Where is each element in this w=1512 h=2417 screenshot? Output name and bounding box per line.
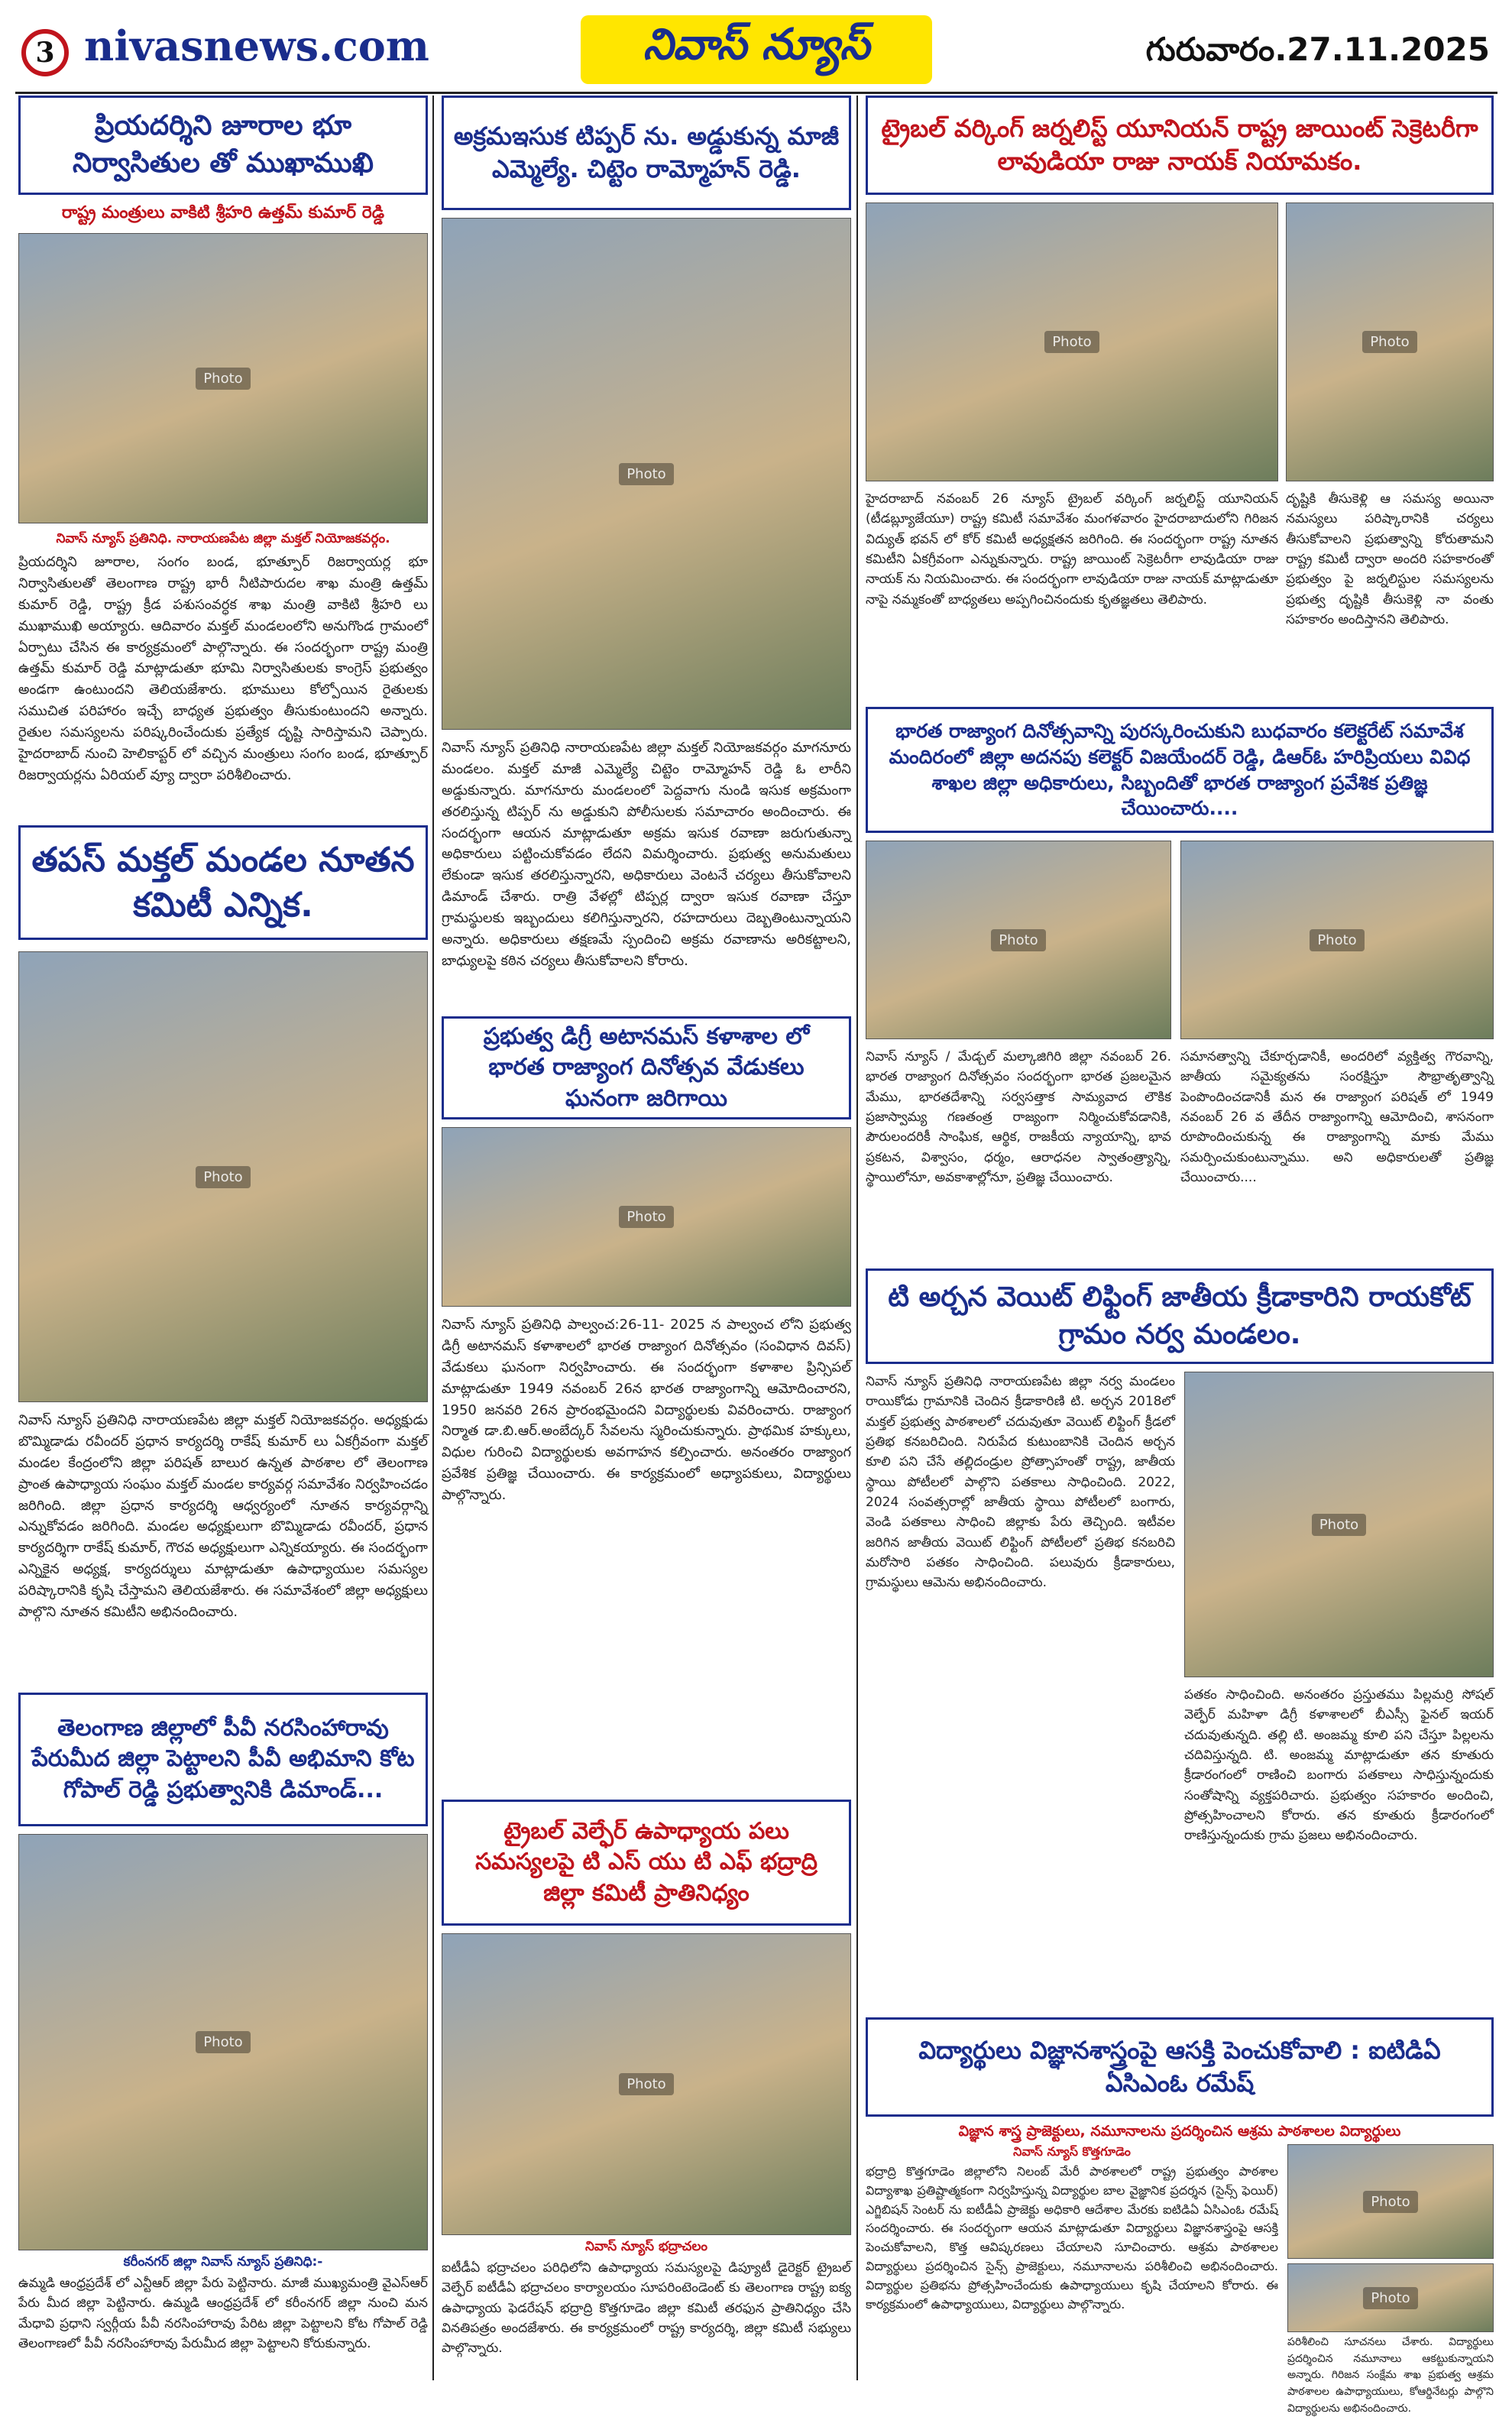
column-divider: [856, 96, 858, 2380]
col1-story3-dateline: కరీంనగర్ జిల్లా నివాస్ న్యూస్ ప్రతినిధి:-: [123, 2254, 323, 2270]
col3-story3-body-left: నివాస్ న్యూస్ ప్రతినిధి నారాయణపేట జిల్లా నర్వ మండలం రాయికోడు గ్రామానికి చెందిన క్రీడాకారిణి టి. అర్చన 2018లో మక్తల్ ప్రభుత్వ పాఠశాలలో చదువుతూ వెయిట్ లిఫ్టింగ్ క్రీడలో ప్రతిభ కనబరిచింది. నిరుపేద కుటుంబానికి చెందిన అర్చన కూలి పని చేసే తల్లిదండ్రుల ప్రోత్సాహంతో రాష్ట్ర, జాతీయ స్థాయి పోటీలలో పాల్గొని పతకాలు సాధించింది. 2022, 2024 సంవత్సరాల్లో జాతీయ స్థాయి పోటీలలో బంగారు, వెండి పతకాలు సాధించి జిల్లాకు పేరు తెచ్చింది. ఇటీవల జరిగిన జాతీయ వెయిట్ లిఫ్టింగ్ పోటీలలో ప్రతిభ కనబరిచి మరోసారి పతకం సాధించింది. పలువురు క్రీడాకారులు, గ్రామస్థులు ఆమెను అభినందించారు.: [866, 1374, 1175, 1591]
col3-story3-headline: టి అర్చన వెయిట్ లిఫ్టింగ్ జాతీయ క్రీడాకారిని రాయకోట్ గ్రామం నర్వ మండలం.: [866, 1268, 1494, 1364]
col3-story4-headline: విద్యార్థులు విజ్ఞానశాస్త్రంపై ఆసక్తి పెంచుకోవాలి : ఐటిడిఏ ఏసిఎంఓ రమేష్: [866, 2017, 1494, 2117]
col3-story4-body-right: పరిశీలించి సూచనలు చేశారు. విద్యార్థులు ప్రదర్శించిన నమూనాలు ఆకట్టుకున్నాయని అన్నారు. గిరిజన సంక్షేమ శాఖ ప్రభుత్వ ఆశ్రమ పాఠశాలల ఉపాధ్యాయులు, కోఆర్డినేటర్లు పాల్గొని విద్యార్థులను అభినందించారు.: [1287, 2336, 1494, 2415]
col2-story3-dateline: నివాస్ న్యూస్ భద్రాచలం: [584, 2239, 708, 2254]
col1-story2-headline: తపస్ మక్తల్ మండల నూతన కమిటీ ఎన్నిక.: [18, 825, 428, 940]
masthead: [0, 0, 1512, 99]
col1-story1-subhead: రాష్ట్ర మంత్రులు వాకిటి శ్రీహరి ఉత్తమ్ కుమార్ రెడ్డి: [61, 203, 385, 222]
col1-story1-dateline: నివాస్ న్యూస్ ప్రతినిధి. నారాయణపేట జిల్లా మక్తల్ నియోజకవర్గం.: [56, 531, 390, 546]
col2-story2-body: నివాస్ న్యూస్ ప్రతినిధి పాల్వంచ:26-11- 2025 న పాల్వంచ లోని ప్రభుత్వ డిగ్రీ అటానమస్ కళాశాలలో భారత రాజ్యాంగ దినోత్సవం (సంవిధాన దివస్) వేడుకలు ఘనంగా నిర్వహించారు. ఈ సందర్భంగా కళాశాల ప్రిన్సిపల్ మాట్లాడుతూ 1949 నవంబర్ 26న భారత రాజ్యాంగాన్ని ఆమోదించారని, 1950 జనవరి 26న ప్రారంభమైందని విద్యార్థులకు వివరించారు. రాజ్యాంగ నిర్మాత డా.బి.ఆర్.అంబేద్కర్ సేవలను స్మరించుకున్నారు. ప్రాథమిక హక్కులు, విధుల గురించి విద్యార్థులకు అవగాహన కల్పించారు. అనంతరం రాజ్యాంగ ప్రవేశిక ప్రతిజ్ఞ చేయించారు. ఈ కార్యక్రమంలో అధ్యాపకులు, విద్యార్థులు పాల్గొన్నారు.: [442, 1317, 851, 1504]
col1-story1-body: ప్రియదర్శిని జూరాల, సంగం బండ, భూత్పూర్ రిజర్వాయర్ల భూ నిర్వాసితులతో తెలంగాణ రాష్ట్ర భారీ నీటిపారుదల శాఖ మంత్రి ఉత్తమ్ కుమార్ రెడ్డి, రాష్ట్ర క్రీడ పశుసంవర్ధక శాఖ మంత్రి వాకిటి శ్రీహరి లు ముఖాముఖి అయ్యారు. ఆదివారం మక్తల్ మండలంలోని అనుగొండ గ్రామంలో ఏర్పాటు చేసిన ఈ కార్యక్రమంలో పాల్గొన్నారు. ఈ సందర్భంగా రాష్ట్ర మంత్రి ఉత్తమ్ కుమార్ రెడ్డి మాట్లాడుతూ భూమి నిర్వాసితులకు కాంగ్రెస్ ప్రభుత్వం అండగా ఉంటుందని తెలియజేశారు. భూములు కోల్పోయిన రైతులకు సముచిత పరిహారం ఇచ్చే బాధ్యత ప్రభుత్వం తీసుకుంటుందని అన్నారు. రైతుల సమస్యలను పరిష్కరించేందుకు ప్రత్యేక దృష్టి సారిస్తామని చెప్పారు. హైదరాబాద్ నుంచి హెలికాప్టర్ లో వచ్చిన మంత్రులు సంగం బండ, భూత్పూర్ రిజర్వాయర్లను ఏరియల్ వ్యూ ద్వారా పరిశీలించారు.: [18, 554, 428, 783]
col3-story1-photo-right: Photo: [1286, 202, 1494, 481]
col3-story1-body-left: హైదరాబాద్ నవంబర్ 26 న్యూస్ ట్రైబల్ వర్కింగ్ జర్నలిస్ట్ యూనియన్ (టీడబ్ల్యూజేయూ) రాష్ట్ర కమిటీ సమావేశం మంగళవారం హైదరాబాదులోని గిరిజన విద్యుత్ భవన్ లో కోర్ కమిటీ అధ్యక్షతన జరిగింది. ఈ సందర్భంగా రాష్ట్ర నూతన కమిటీని ఏకగ్రీవంగా ఎన్నుకున్నారు. రాష్ట్ర జాయింట్ సెక్రెటరీగా లావుడియా రాజు నాయక్ ను నియమించారు. ఈ సందర్భంగా లావుడియా రాజు నాయక్ మాట్లాడుతూ నాపై నమ్మకంతో బాధ్యతలు అప్పగించినందుకు కృతజ్ఞతలు తెలిపారు.: [866, 491, 1278, 607]
col2-story1-headline: అక్రమఇసుక టిప్పర్ ను. అడ్డుకున్న మాజీ ఎమ్మెల్యే. చిట్టెం రామ్మోహన్ రెడ్డి.: [442, 96, 851, 210]
col3-story1-photo-left: Photo: [866, 202, 1278, 481]
col3-story2-photo-right: Photo: [1180, 841, 1494, 1039]
col2-story2-photo: Photo: [442, 1127, 851, 1307]
col2-story3-photo: Photo: [442, 1933, 851, 2235]
col1-story2-body: నివాస్ న్యూస్ ప్రతినిధి నారాయణపేట జిల్లా మక్తల్ నియోజకవర్గం. అధ్యక్షుడు బొమ్మిడాడు రవీందర్ ప్రధాన కార్యదర్శి రాకేష్ కుమార్ లు ఏకగ్రీవంగా మక్తల్ మండల కేంద్రంలోని జిల్లా పరిషత్ బాలుర ఉన్నత పాఠశాల లో తెలంగాణ ప్రాంత ఉపాధ్యాయ సంఘం మక్తల్ మండల కార్యవర్గ సమావేశం నిర్వహించడం జరిగింది. జిల్లా ప్రధాన కార్యదర్శి ఆధ్వర్యంలో నూతన కార్యవర్గాన్ని ఎన్నుకోవడం జరిగింది. మండల అధ్యక్షులుగా బొమ్మిడాడు రవీందర్, ప్రధాన కార్యదర్శిగా రాకేష్ కుమార్, గౌరవ అధ్యక్షులుగా ఎన్నికయ్యారు. ఈ సందర్భంగా ఎన్నికైన అధ్యక్ష, కార్యదర్శులు మాట్లాడుతూ ఉపాధ్యాయుల సమస్యల పరిష్కారానికి కృషి చేస్తామని తెలియజేశారు. ఈ సమావేశంలో జిల్లా అధ్యక్షులు పాల్గొని నూతన కమిటీని అభినందించారు.: [18, 1412, 428, 1621]
column-divider: [432, 96, 434, 2380]
col3-story3-body-right: పతకం సాధించింది. అనంతరం ప్రస్తుతము పిల్లమర్రి సోషల్ వెల్ఫేర్ మహిళా డిగ్రీ కళాశాలలో బీఎస్సీ ఫైనల్ ఇయర్ చదువుతున్నది. తల్లి టి. అంజమ్మ కూలి పని చేస్తూ పిల్లలను చదివిస్తున్నది. టి. అంజమ్మ మాట్లాడుతూ తన కూతురు క్రీడారంగంలో రాణించి బంగారు పతకాలు సాధిస్తున్నందుకు సంతోషాన్ని వ్యక్తపరిచారు. ప్రభుత్వం సహకారం అందించి, ప్రోత్సహించాలని కోరారు. తన కూతురు క్రీడారంగంలో రాణిస్తున్నందుకు గ్రామ ప్రజలు అభినందించారు.: [1184, 1687, 1494, 1844]
col3-story2-body-right: సమానత్వాన్ని చేకూర్చడానికీ, అందరిలో వ్యక్తిత్వ గౌరవాన్ని, జాతీయ సమైక్యతను సంరక్షిస్తూ సౌభ్రాతృత్వాన్ని పెంపొందించడానికీ మన ఈ రాజ్యాంగ పరిషత్ లో 1949 నవంబర్ 26 వ తేదీన రాజ్యాంగాన్ని ఆమోదించి, శాసనంగా రూపొందించుకున్న ఈ రాజ్యాంగాన్ని మాకు మేము సమర్పించుకుంటున్నాము. అని అధికారులతో ప్రతిజ్ఞ చేయించారు....: [1180, 1049, 1494, 1186]
masthead-rule: [15, 92, 1497, 94]
col2-story3-body: ఐటీడీఏ భద్రాచలం పరిధిలోని ఉపాధ్యాయ సమస్యలపై డిప్యూటీ డైరెక్టర్ ట్రైబల్ వెల్ఫేర్ ఐటీడీఏ భద్రాచలం కార్యాలయం సూపరింటెండెంట్ కు తెలంగాణ రాష్ట్ర ఐక్య ఉపాధ్యాయ ఫెడరేషన్ భద్రాద్రి కొత్తగూడెం జిల్లా కమిటీ తరఫున ప్రాతినిధ్యం చేసి వినతిపత్రం అందజేశారు. ఈ కార్యక్రమంలో రాష్ట్ర కార్యదర్శి, జిల్లా కమిటీ సభ్యులు పాల్గొన్నారు.: [442, 2260, 851, 2357]
col3-story4-photo-bottom: Photo: [1287, 2263, 1494, 2332]
col1-story1-photo: Photo: [18, 233, 428, 523]
col3-story4-body: భద్రాద్రి కొత్తగూడెం జిల్లాలోని నిలంబ్ మేరీ పాఠశాలలో రాష్ట్ర ప్రభుత్వం పాఠశాల విద్యాశాఖ ప్రతిష్టాత్మకంగా నిర్వహిస్తున్న విద్యార్థుల బాల వైజ్ఞానిక ప్రదర్శన (సైన్స్ ఫెయిర్) ఎగ్జిబిషన్ సెంటర్ ను ఐటీడీఏ ప్రాజెక్టు అధికారి ఆదేశాల మేరకు ఐటిడిఏ ఏసిఎంఓ రమేష్ సందర్శించారు. ఈ సందర్భంగా ఆయన మాట్లాడుతూ విద్యార్థులు విజ్ఞానశాస్త్రంపై ఆసక్తి పెంచుకోవాలని, కొత్త ఆవిష్కరణలు చేయాలని సూచించారు. ఆశ్రమ పాఠశాలల విద్యార్థులు ప్రదర్శించిన సైన్స్ ప్రాజెక్టులు, నమూనాలను పరిశీలించి అభినందించారు. విద్యార్థుల ప్రతిభను ప్రోత్సహించేందుకు ఉపాధ్యాయులు కృషి చేయాలని కోరారు. ఈ కార్యక్రమంలో ఉపాధ్యాయులు, విద్యార్థులు పాల్గొన్నారు.: [866, 2164, 1278, 2312]
col2-story1-body: నివాస్ న్యూస్ ప్రతినిధి నారాయణపేట జిల్లా మక్తల్ నియోజకవర్గం మాగనూరు మండలం. మక్తల్ మాజీ ఎమ్మెల్యే చిట్టెం రామ్మోహన్ రెడ్డి ఓ లారీని అడ్డుకున్నారు. మాగనూరు మండలంలో పెద్దవాగు నుండి ఇసుక అక్రమంగా తరలిస్తున్న టిప్పర్ ను అడ్డుకుని పోలీసులకు సమాచారం అందించారు. ఈ సందర్భంగా ఆయన మాట్లాడుతూ అక్రమ ఇసుక రవాణా జరుగుతున్నా అధికారులు పట్టించుకోవడం లేదని విమర్శించారు. ప్రభుత్వ అనుమతులు లేకుండా ఇసుక తరలిస్తున్నారని, అధికారులు వెంటనే చర్యలు తీసుకోవాలని డిమాండ్ చేశారు. రాత్రి వేళల్లో టిప్పర్ల ద్వారా ఇసుక రవాణా చేస్తూ గ్రామస్థులకు ఇబ్బందులు కలిగిస్తున్నారని, రహదారులు దెబ్బతింటున్నాయని అన్నారు. అధికారులు తక్షణమే స్పందించి అక్రమ రవాణాను అరికట్టాలని, బాధ్యులపై కఠిన చర్యలు తీసుకోవాలని కోరారు.: [442, 740, 851, 969]
col1-story3-body: ఉమ్మడి ఆంధ్రప్రదేశ్ లో ఎన్టీఆర్ జిల్లా పేరు పెట్టినారు. మాజీ ముఖ్యమంత్రి వైఎస్ఆర్ పేరు మీద జిల్లా పెట్టినారు. ఉమ్మడి ఆంధ్రప్రదేశ్ లో కరీంనగర్ జిల్లా నుంచి మన మేధావి ప్రధాని స్వర్గీయ పీవీ నరసింహారావు పేరిట జిల్లా పెట్టాలని కోట గోపాల్ రెడ్డి తెలంగాణలో పీవీ నరసింహారావు పేరుమీద జిల్లా పెట్టాలని కోరుకున్నారు.: [18, 2276, 428, 2352]
col1-story1-headline: ప్రియదర్శిని జూరాల భూ నిర్వాసితుల తో ముఖాముఖి: [18, 96, 428, 195]
col3-story2-body-left: నివాస్ న్యూస్ / మేడ్చల్ మల్కాజిగిరి జిల్లా నవంబర్ 26. భారత రాజ్యాంగ దినోత్సవం సందర్భంగా భారత ప్రజలమైన మేము, భారతదేశాన్ని సర్వసత్తాక సామ్యవాద లౌకిక ప్రజాస్వామ్య గణతంత్ర రాజ్యంగా నిర్మించుకోవడానికి, పౌరులందరికీ సాంఘిక, ఆర్థిక, రాజకీయ న్యాయాన్ని, భావ ప్రకటన, విశ్వాసం, ధర్మం, ఆరాధనల స్వాతంత్ర్యాన్ని, స్థాయిలోనూ, అవకాశాల్లోనూ, ప్రతిజ్ఞ చేయించారు.: [866, 1049, 1171, 1186]
issue-date: గురువారం.27.11.2025: [1145, 31, 1490, 68]
col2-story2-headline: ప్రభుత్వ డిగ్రీ అటానమస్ కళాశాల లో భారత రాజ్యాంగ దినోత్సవ వేడుకలు ఘనంగా జరిగాయి: [442, 1016, 851, 1119]
col3-story1-headline: ట్రైబల్ వర్కింగ్ జర్నలిస్ట్ యూనియన్ రాష్ట్ర జాయింట్ సెక్రెటరీగా లావుడియా రాజు నాయక్ నియామకం.: [866, 96, 1494, 195]
page-number-badge: 3: [21, 29, 69, 76]
col3-story3-photo: Photo: [1184, 1372, 1494, 1677]
col1-story3-headline: తెలంగాణ జిల్లాలో పీవీ నరసింహారావు పేరుమీద జిల్లా పెట్టాలని పీవీ అభిమాని కోట గోపాల్ రెడ్డి ప్రభుత్వానికి డిమాండ్...: [18, 1693, 428, 1826]
col2-story1-photo: Photo: [442, 218, 851, 730]
col3-story4-subhead: విజ్ఞాన శాస్త్ర ప్రాజెక్టులు, నమూనాలను ప్రదర్శించిన ఆశ్రమ పాఠశాలల విద్యార్థులు: [958, 2123, 1401, 2140]
col3-story1-body-right: దృష్టికి తీసుకెళ్లి ఆ సమస్య అయినా నమస్యలు పరిష్కారానికి చర్యలు తీసుకోవాలని ప్రభుత్వాన్ని కోరుతామని రాష్ట్ర కమిటీ ద్వారా అందరి సహకారంతో ప్రభుత్వం పై జర్నలిస్టుల సమస్యలను ప్రభుత్వ దృష్టికి తీసుకెళ్లి నా వంతు సహకారం అందిస్తానని తెలిపారు.: [1286, 491, 1494, 628]
col2-story3-headline: ట్రైబల్ వెల్ఫేర్ ఉపాధ్యాయ పలు సమస్యలపై టి ఎస్ యు టి ఎఫ్ భద్రాద్రి జిల్లా కమిటీ ప్రాతినిధ్యం: [442, 1800, 851, 1926]
col1-story2-photo: Photo: [18, 951, 428, 1402]
site-url: nivasnews.com: [84, 21, 429, 70]
col3-story4-dateline: నివాస్ న్యూస్ కొత్తగూడెం: [1013, 2144, 1131, 2159]
paper-name: నివాస్ న్యూస్: [581, 15, 932, 84]
col3-story4-photo-top: Photo: [1287, 2144, 1494, 2259]
col1-story3-photo: Photo: [18, 1834, 428, 2250]
col3-story2-headline: భారత రాజ్యాంగ దినోత్సవాన్ని పురస్కరించుకుని బుధవారం కలెక్టరేట్ సమావేశ మందిరంలో జిల్లా అదనపు కలెక్టర్ విజయేందర్ రెడ్డి, డిఆర్ఓ హరిప్రియలు వివిధ శాఖల జిల్లా అధికారులు, సిబ్బందితో భారత రాజ్యాంగ ప్రవేశిక ప్రతిజ్ఞ చేయించారు....: [866, 707, 1494, 833]
col3-story2-photo-left: Photo: [866, 841, 1171, 1039]
